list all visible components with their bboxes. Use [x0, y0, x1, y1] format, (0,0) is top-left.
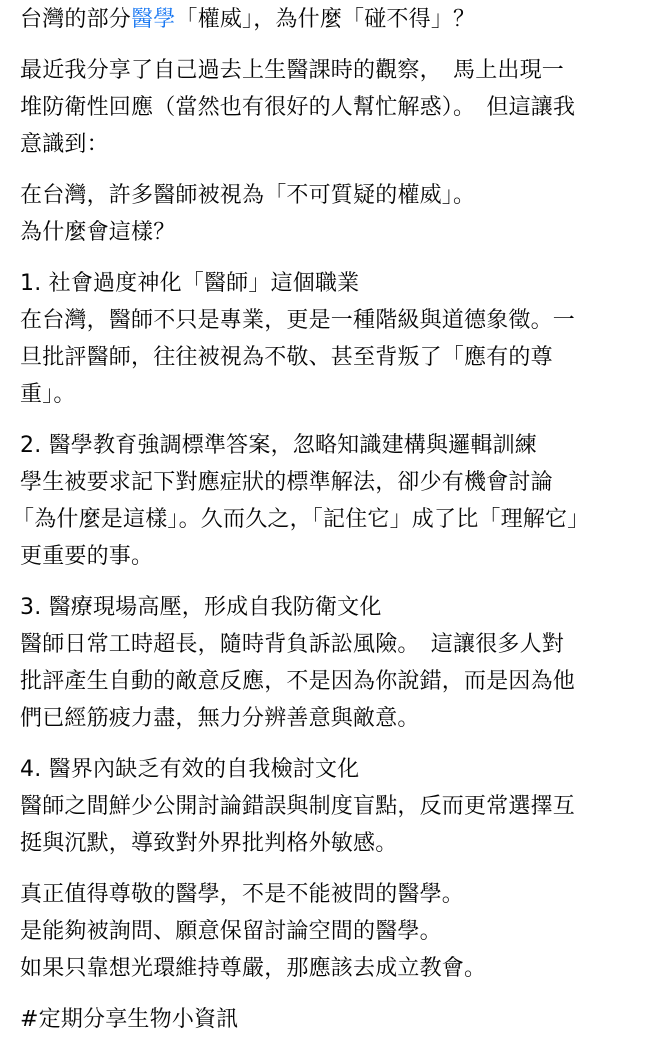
paragraph-gap [20, 987, 650, 1001]
text-line: 醫師之間鮮少公開討論錯誤與制度盲點，反而更常選擇互 [20, 794, 576, 819]
point-heading: 3. 醫療現場高壓，形成自我防衛文化 [20, 595, 382, 620]
text-line: 真正值得尊敬的醫學，不是不能被問的醫學。 [20, 882, 465, 907]
text-line: 旦批評醫師，往往被視為不敬、甚至背叛了「應有的尊 [20, 345, 553, 370]
hashtag-link[interactable]: #定期分享生物小資訊 [20, 1007, 239, 1032]
text-line: 批評產生自動的敵意反應，不是因為你說錯，而是因為他 [20, 669, 576, 694]
paragraph-point-1 [20, 265, 650, 413]
paragraph-point-2 [12, 427, 650, 575]
text-line: 挺與沉默，導致對外界批判格外敏感。 [20, 831, 398, 856]
paragraph-question [20, 177, 650, 251]
text-line: 最近我分享了自己過去上生醫課時的觀察， 馬上出現一 [20, 58, 565, 83]
text-line: 們已經筋疲力盡，無力分辨善意與敵意。 [20, 706, 420, 731]
post-body [12, 0, 650, 1038]
post-title [20, 1, 650, 38]
medicine-link[interactable]: 醫學 [131, 7, 176, 32]
paragraph-gap [20, 862, 650, 876]
paragraph-gap [20, 737, 650, 751]
text-line: 為什麼會這樣？ [20, 220, 176, 245]
paragraph-point-4 [20, 751, 650, 862]
paragraph-gap [20, 575, 650, 589]
text-line: 是能夠被詢問、願意保留討論空間的醫學。 [20, 919, 442, 944]
paragraph-gap [20, 38, 650, 52]
text-line: 醫師日常工時超長，隨時背負訴訟風險。 這讓很多人對 [20, 632, 565, 657]
text-line: 重」。 [20, 382, 76, 407]
point-heading: 4. 醫界內缺乏有效的自我檢討文化 [20, 757, 360, 782]
text-line: 意識到： [20, 132, 109, 157]
text-line: 在台灣，醫師不只是專業，更是一種階級與道德象徵。一 [20, 308, 576, 333]
text-line: 更重要的事。 [20, 544, 154, 569]
paragraph-gap [20, 251, 650, 265]
paragraph-point-3 [20, 589, 650, 737]
paragraph-gap [20, 163, 650, 177]
title-suffix: 「權威」，為什麼「碰不得」？ [175, 7, 476, 32]
paragraph-intro [20, 52, 650, 163]
text-line: 如果只靠想光環維持尊嚴，那應該去成立教會。 [20, 956, 487, 981]
title-prefix: 台灣的部分 [20, 7, 132, 32]
text-line: 學生被要求記下對應症狀的標準解法，卻少有機會討論 [20, 470, 553, 495]
text-line: 「為什麼是這樣」。久而久之，「記住它」成了比「理解它」 [12, 507, 590, 532]
point-heading: 2. 醫學教育強調標準答案，忽略知識建構與邏輯訓練 [20, 433, 537, 458]
paragraph-gap [20, 413, 650, 427]
text-line: 堆防衛性回應（當然也有很好的人幫忙解惑）。 但這讓我 [20, 95, 576, 120]
point-heading: 1. 社會過度神化「醫師」這個職業 [20, 271, 360, 296]
paragraph-conclusion [20, 876, 650, 987]
text-line: 在台灣，許多醫師被視為「不可質疑的權威」。 [20, 183, 476, 208]
